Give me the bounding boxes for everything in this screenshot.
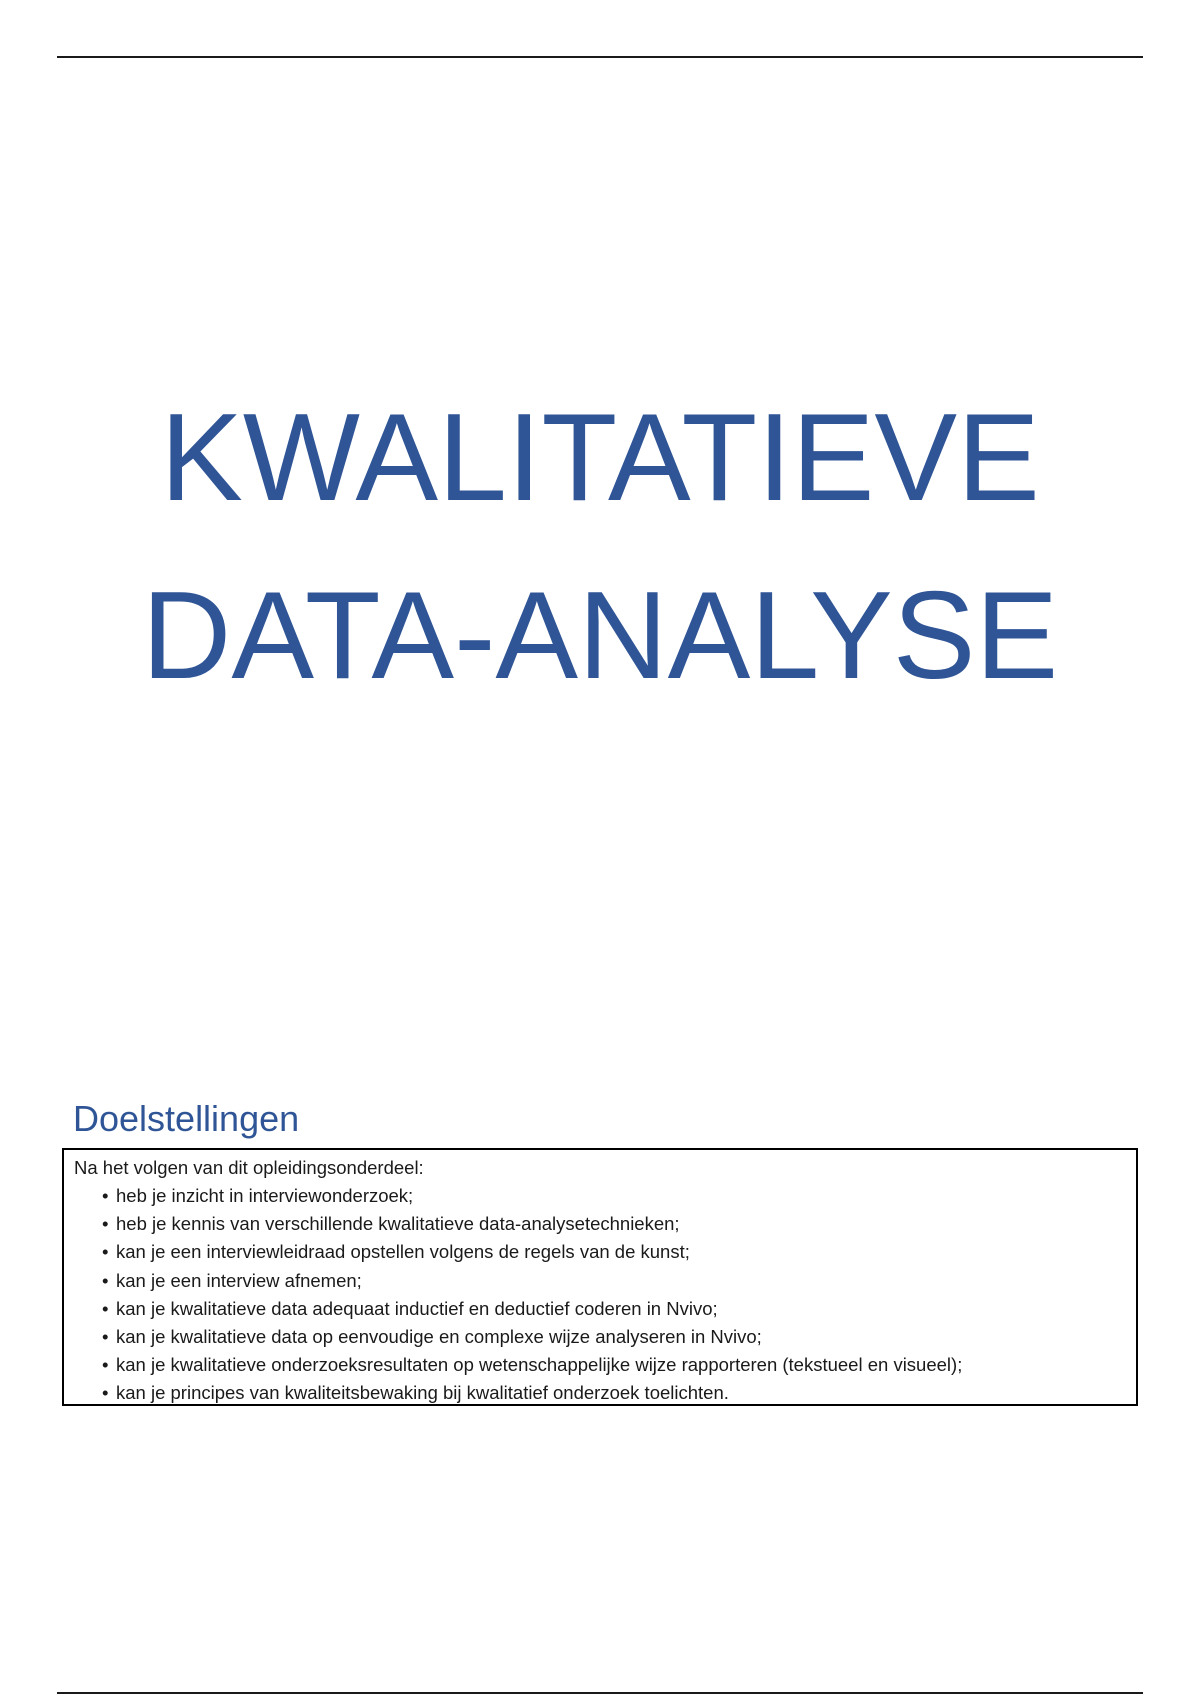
bullet-icon: • bbox=[102, 1297, 109, 1319]
goal-text: kan je principes van kwaliteitsbewaking bij kwalitatief onderzoek toelichten. bbox=[116, 1382, 729, 1404]
goal-text: kan je kwalitatieve data op eenvoudige en complexe wijze analyseren in Nvivo; bbox=[116, 1325, 762, 1347]
goal-text: heb je inzicht in interviewonderzoek; bbox=[116, 1185, 414, 1206]
header-rule bbox=[57, 56, 1143, 58]
title-line-1: KWALITATIEVE bbox=[160, 389, 1040, 527]
bullet-icon: • bbox=[102, 1185, 109, 1206]
goals-intro: Na het volgen van dit opleidingsonderdeel: bbox=[74, 1157, 424, 1178]
goal-text: heb je kennis van verschillende kwalitatieve data-analysetechnieken; bbox=[116, 1213, 680, 1235]
list-item bbox=[102, 1267, 1126, 1295]
list-item bbox=[102, 1210, 1126, 1238]
goals-heading: Doelstellingen bbox=[73, 1098, 300, 1139]
goal-text: kan je een interviewleidraad opstellen volgens de regels van de kunst; bbox=[116, 1241, 690, 1263]
list-item bbox=[102, 1182, 1126, 1210]
bullet-icon: • bbox=[102, 1213, 109, 1235]
list-item bbox=[102, 1295, 1126, 1323]
bullet-icon: • bbox=[102, 1325, 109, 1347]
goal-text: kan je kwalitatieve data adequaat inductief en deductief coderen in Nvivo; bbox=[116, 1297, 718, 1319]
goals-list bbox=[74, 1182, 1126, 1408]
list-item bbox=[102, 1351, 1126, 1379]
title-line-2: DATA-ANALYSE bbox=[141, 567, 1059, 705]
footer-rule bbox=[57, 1692, 1143, 1694]
bullet-icon: • bbox=[102, 1354, 109, 1376]
bullet-icon: • bbox=[102, 1269, 109, 1291]
goal-text: kan je een interview afnemen; bbox=[116, 1269, 362, 1291]
list-item bbox=[102, 1323, 1126, 1351]
goal-text: kan je kwalitatieve onderzoeksresultaten op wetenschappelijke wijze rapporteren (tekstueel en visueel); bbox=[116, 1354, 963, 1376]
bullet-icon: • bbox=[102, 1241, 109, 1263]
goals-box bbox=[62, 1148, 1138, 1406]
bullet-icon: • bbox=[102, 1382, 109, 1404]
list-item bbox=[102, 1238, 1126, 1266]
list-item bbox=[102, 1379, 1126, 1407]
